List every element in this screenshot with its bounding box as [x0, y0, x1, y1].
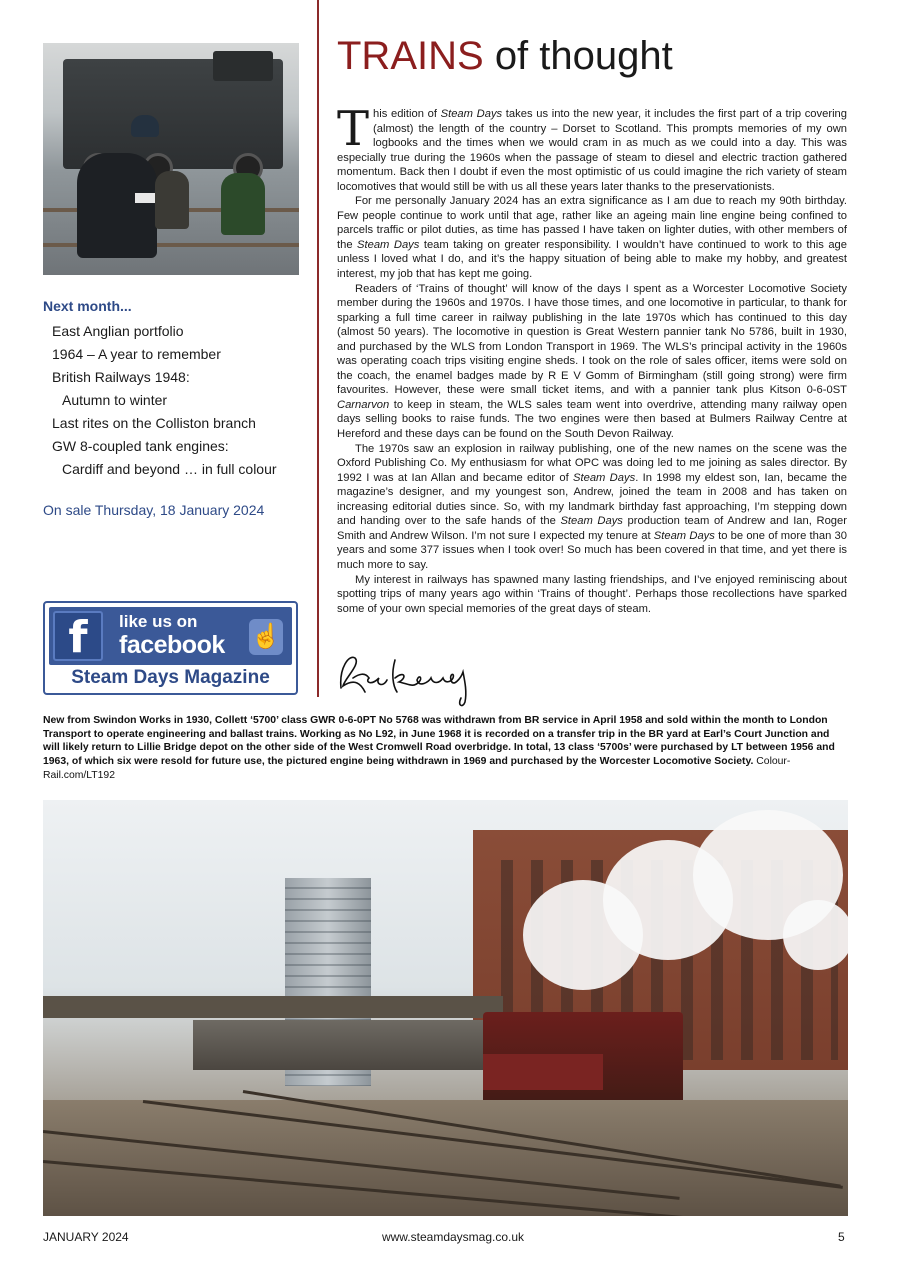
article-paragraph: My interest in railways has spawned many lasting friendships, and I’ve enjoyed reminiscing about spotting trips of many years ago within ‘Trains of thought’. Perhaps those recollections have sparked some of your own special memories of the great days of steam. [337, 573, 847, 615]
footer-issue: JANUARY 2024 [43, 1230, 129, 1244]
article-paragraph: The 1970s saw an explosion in railway publishing, one of the new names on the scene was the Oxford Publishing Co. My enthusiasm for what OPC was doing led to me joining as sales director. By 1992 I was at Ian Allan and became editor of Steam Days. In 1998 my eldest son, Ian, became the magazine’s designer, and my youngest son, Andrew, joined the team in 2008 and has taken on increasing editorial duties since. So, with my landmark birthday fast approaching, I’m stepping down and handing over to the safe hands of the Steam Days production team of Andrew and Ian, Roger Smith and Andrew Wilson. I’m not sure I expected my tenure at Steam Days to be one of more than 30 years and some 377 issues when I took over! So much has been covered in that time, and yet there is much more to say. [337, 442, 848, 571]
next-month-item: East Anglian portfolio [52, 323, 184, 339]
next-month-list [52, 320, 277, 481]
article-body [337, 101, 848, 616]
next-month-item: GW 8-coupled tank engines: [52, 438, 229, 454]
photo-crouching-man [77, 153, 157, 258]
next-month-item: British Railways 1948: [52, 369, 190, 385]
photo-pannier-tank [43, 800, 848, 1216]
photo-shed-roof [43, 996, 503, 1018]
facebook-like-text: like us on [119, 612, 198, 631]
thumbs-up-icon: ☝ [249, 619, 283, 655]
facebook-page-name: Steam Days Magazine [71, 667, 270, 688]
photo-kids-at-shed [43, 43, 299, 275]
next-month-item: Autumn to winter [62, 392, 168, 408]
next-month-title: Next month... [43, 298, 132, 314]
photo-cap [131, 115, 159, 137]
article-paragraph: Readers of ‘Trains of thought’ will know of the days I spent as a Worcester Locomotive Society member during the 1960s and 1970s. I have those times, and one locomotive in particular, to thank for sparking a full time career in railway publishing in the late 1970s which has continued to this day (almost 50 years). The locomotive in question is Great Western pannier tank No 5786, built in 1930, and purchased by the WLS from London Transport in 1969. The WLS’s principal activity in the 1960s was operating coach trips visiting engine sheds. I took on the role of sales officer, items were sold on the coach, the enamel badges made by R E V Gomm of Birmingham (still going strong) were firm favourites. However, these were small ticket items, and with a pannier tank plus Kitson 0-6-0ST Carnarvon to keep in steam, the WLS sales team went into overdrive, attending many railway open days selling books to raise funds. The two engines were then based at Bulmers Railway Centre at Hereford and these days can be found on the South Devon Railway. [337, 282, 847, 441]
facebook-banner[interactable] [43, 601, 298, 695]
next-month-item: Last rites on the Colliston branch [52, 415, 256, 431]
on-sale-date: On sale Thursday, 18 January 2024 [43, 502, 265, 518]
title-rest: of thought [494, 34, 673, 78]
title-red-word: TRAINS [337, 34, 484, 78]
photo-wagons [193, 1020, 533, 1070]
editor-signature [335, 648, 485, 710]
facebook-icon: f [53, 611, 103, 661]
photo-caption [43, 714, 848, 783]
footer-url[interactable]: www.steamdaysmag.co.uk [381, 1230, 525, 1244]
caption-text: New from Swindon Works in 1930, Collett ‘5700’ class GWR 0-6-0PT No 5768 was withdrawn from BR service in April 1958 and sold within the month to London Transport to operate engineering and ballast trains. Working as No L92, in June 1968 it is recorded on a transfer trip in the BR yard at Earl’s Court Junction and will likely return to Lillie Bridge depot on the other side of the West Cromwell Road overbridge. In total, 13 class ‘5700s’ were purchased by LT between 1956 and 1963, of which six were resold for future use, the pictured engine being withdrawn in 1969 and purchased by the Worcester Locomotive Society. [43, 715, 835, 768]
photo-boy-right [221, 173, 265, 235]
photo-steam [783, 900, 848, 970]
article-paragraph: For me personally January 2024 has an extra significance as I am due to reach my 90th birthday. Few people continue to work until that age, rather like an ageing main line engine being confined to parcels traffic or pilot duties, as time has passed I have taken on lighter duties, with other members of the Steam Days team taking on greater responsibility. I wouldn’t have continued to work to this age unless I loved what I do, and it’s the happy situation of being able to make my hobby, and greatest interest, my job that has kept me going. [337, 195, 847, 281]
drop-cap: T [337, 101, 370, 157]
article-paragraph: This edition of Steam Days takes us into the new year, it includes the first part of a trip covering (almost) the length of the country – Dorset to Scotland. This prompts memories of my own logbooks and the times when we would cram in as much as we could into a day. This was especially true during the 1960s when the passage of steam to diesel and electric traction gathered momentum. Back then I doubt if even the most optimistic of us could imagine the rich variety of steam locomotives that would still be with us all these years later thanks to the preservationists. [337, 101, 847, 193]
photo-ground [43, 1100, 848, 1216]
page-number: 5 [838, 1230, 845, 1244]
next-month-item: 1964 – A year to remember [52, 346, 221, 362]
column-divider [317, 0, 319, 697]
next-month-item: Cardiff and beyond … in full colour [62, 461, 277, 477]
photo-boy-left [155, 171, 189, 229]
caption-credit: Colour-Rail.com/LT192 [43, 756, 791, 781]
facebook-wordmark: facebook [119, 631, 225, 659]
facebook-header [49, 607, 292, 665]
page-title [337, 34, 673, 79]
